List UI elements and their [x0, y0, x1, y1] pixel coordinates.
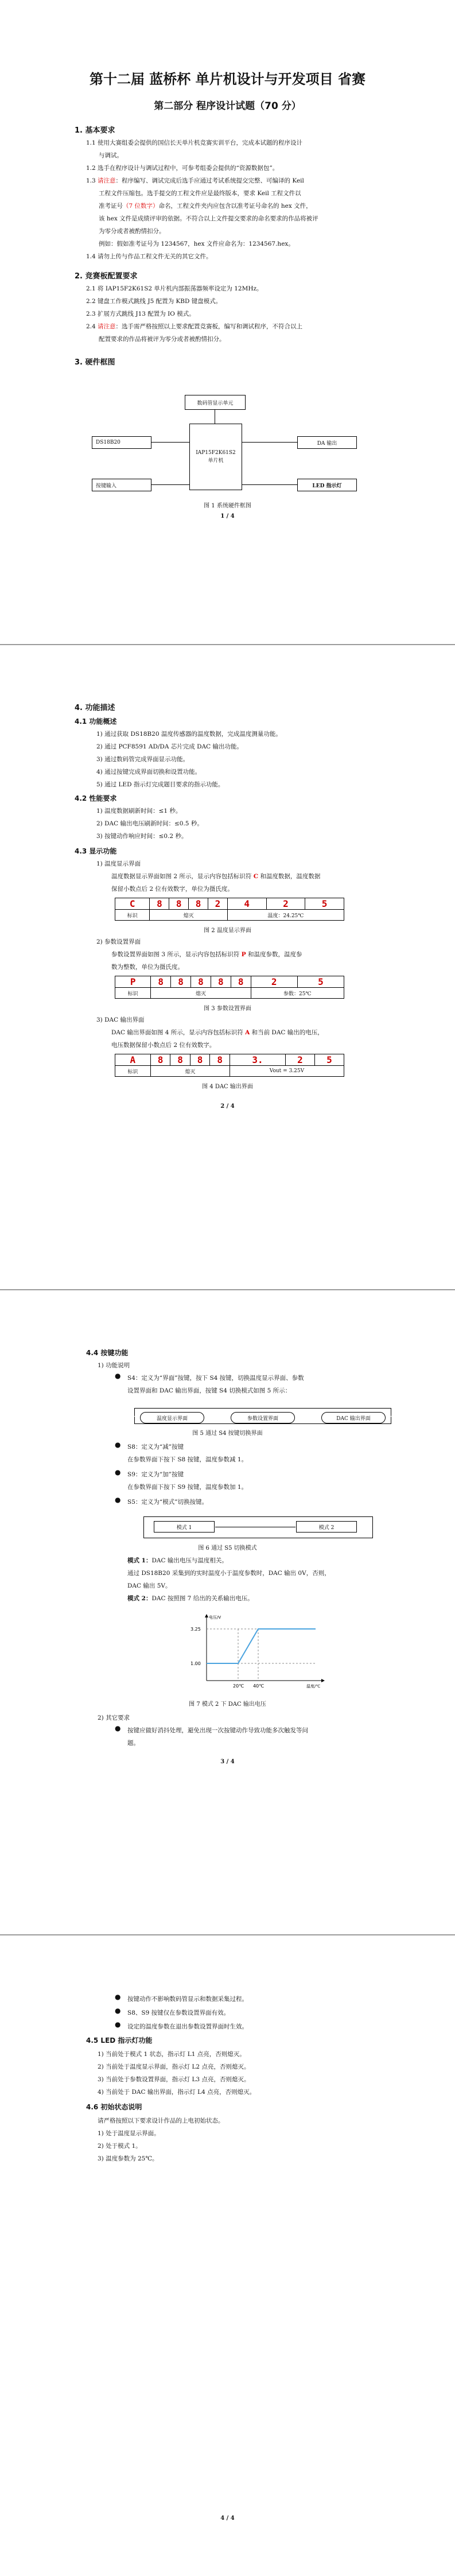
- digit: 8: [150, 1054, 170, 1066]
- connector: [134, 1417, 135, 1423]
- id-c: C: [253, 873, 259, 880]
- desc-line: S9：定义为“加”按键: [127, 1471, 184, 1478]
- desc-line: 电压数据保留小数点后 2 位有效数字。: [111, 1042, 216, 1049]
- mode-1-box: 模式 1: [154, 1521, 215, 1533]
- s1-line: 与调试。: [99, 152, 123, 159]
- y-tick-mid: 1.00: [190, 1661, 201, 1666]
- display-1-desc: [111, 870, 410, 895]
- other-req-heading: 2) 其它要求: [98, 1714, 130, 1721]
- digit-row: [115, 976, 344, 988]
- digit: C: [115, 898, 150, 910]
- display-3-heading: 3) DAC 输出界面: [96, 1017, 145, 1023]
- flow-temp-box: 温度显示界面: [140, 1412, 204, 1423]
- s41-line: 5) 通过 LED 指示灯完成题目要求的指示功能。: [96, 781, 224, 788]
- temp-display-table: [115, 898, 344, 921]
- s41-line: 4) 通过按键完成界面切换和设置功能。: [96, 769, 201, 775]
- digit: 2: [251, 976, 297, 988]
- page-number: 1 / 4: [220, 513, 235, 519]
- label-cell: 参数：25℃: [251, 988, 344, 999]
- section-3-title: 3. 硬件框图: [75, 358, 115, 367]
- connector: [241, 442, 297, 443]
- digit: 8: [169, 898, 189, 910]
- s42-line: 3) 按键动作响应时间：≤0.2 秒。: [96, 833, 188, 840]
- key-s5-desc: S5：定义为“模式”切换按键。: [127, 1499, 208, 1506]
- x-tick-2: 40℃: [253, 1683, 265, 1689]
- s1-line: 1.3 请注意：程序编写、调试完成后选手应通过考试系统提交完整、可编译的 Keil: [86, 177, 304, 184]
- s45-line: 3) 当前处于参数设置界面，指示灯 L3 点亮，否则熄灭。: [98, 2076, 250, 2083]
- page-1: [0, 0, 455, 644]
- bullet: ●: [115, 1993, 121, 2001]
- mode-2-box: 模式 2: [296, 1521, 357, 1533]
- s45-line: 2) 当前处于温度显示界面，指示灯 L2 点亮，否则熄灭。: [98, 2063, 250, 2070]
- other-bullet: S8、S9 按键仅在参数设置界面有效。: [127, 2009, 230, 2016]
- display-3-desc: [111, 1026, 410, 1052]
- desc-line: 参数设置界面如图 3 所示，显示内容包括标识符 P 和温度参数，温度参: [111, 951, 302, 958]
- s2-red-label: 请注意: [98, 323, 116, 330]
- x-tick-1: 20℃: [233, 1683, 244, 1689]
- label-cell: 标识: [115, 1066, 151, 1077]
- s45-line: 4) 当前处于 DAC 输出界面，指示灯 L4 点亮，否则熄灭。: [98, 2089, 256, 2096]
- section-1-title: 1. 基本要求: [75, 126, 115, 135]
- mode-1-desc: [127, 1554, 409, 1605]
- connector: [143, 1516, 373, 1517]
- section-4-4-title: 4.4 按键功能: [86, 1349, 129, 1357]
- other-bullet: 设定的温度参数在退出参数设置界面时生效。: [127, 2023, 248, 2030]
- desc-line: S8：定义为“减”按键: [127, 1444, 184, 1450]
- desc-line: [127, 1592, 409, 1605]
- s42-line: 1) 温度数据刷新时间：≤1 秒。: [96, 808, 182, 814]
- section-4-1-body: [96, 728, 406, 791]
- digit: 5: [297, 976, 344, 988]
- flow-param-box: 参数设置界面: [231, 1412, 295, 1423]
- da-output-box: DA 输出: [297, 436, 357, 449]
- desc-line: 设置界面和 DAC 输出界面，按键 S4 切换模式如图 5 所示：: [127, 1387, 291, 1394]
- s2-line: 2.3 扩展方式跳线 J13 配置为 IO 模式。: [86, 311, 195, 317]
- ds18b20-box: DS18B20: [92, 436, 151, 449]
- page-4: [0, 1935, 455, 2576]
- y-tick-top: 3.25: [190, 1627, 201, 1632]
- x-arrow: [321, 1679, 325, 1682]
- section-4-5-body: [98, 2048, 407, 2098]
- display-2-desc: [111, 948, 410, 973]
- desc-line: 按键应做好消抖处理，避免出现一次按键动作导致功能多次触发等问: [127, 1727, 308, 1734]
- connector: [372, 1516, 373, 1538]
- desc-line: 在参数界面下按下 S8 按键，温度参数减 1。: [127, 1456, 248, 1463]
- id-p: P: [241, 951, 246, 958]
- figure-5-caption: 图 5 通过 S4 按键切换界面: [192, 1430, 263, 1437]
- s1-line: 1.1 使用大赛组委会提供的国信长天单片机竞赛实训平台，完成本试题的程序设计: [86, 139, 303, 146]
- x-axis-label: 温度/℃: [306, 1684, 321, 1689]
- y-arrow: [205, 1614, 208, 1617]
- figure-4-caption: 图 4 DAC 输出界面: [202, 1084, 253, 1090]
- bullet: ●: [115, 1724, 121, 1732]
- digit: 8: [231, 976, 251, 988]
- digit-row: [115, 1054, 344, 1066]
- digit: 4: [227, 898, 266, 910]
- page-3: [0, 1290, 455, 1934]
- desc-line: 温度数据显示界面如图 2 所示，显示内容包括标识符 C 和温度数据，温度数据: [111, 873, 321, 880]
- page-number: 3 / 4: [220, 1759, 235, 1765]
- s2-line: 配置要求的作品将被评为零分或者被酌情扣分。: [99, 336, 225, 343]
- figure-6-caption: 图 6 通过 S5 切换模式: [198, 1545, 257, 1551]
- label-cell: 熄灭: [150, 1066, 230, 1077]
- section-4-3-title: 4.3 显示功能: [75, 847, 117, 855]
- s2-line: 2.1 将 IAP15F2K61S2 单片机内部振荡器频率设定为 12MHz。: [86, 285, 263, 292]
- key-s4-desc: [127, 1372, 409, 1397]
- connector: [150, 484, 190, 485]
- s46-line: 2) 处于模式 1。: [98, 2143, 142, 2150]
- digit: 2: [286, 1054, 315, 1066]
- voltage-line: [207, 1629, 316, 1663]
- s41-line: 2) 通过 PCF8591 AD/DA 芯片完成 DAC 输出功能。: [96, 743, 243, 750]
- section-1-body: [86, 137, 407, 263]
- digit: 3.: [230, 1054, 285, 1066]
- bullet: ●: [115, 1441, 121, 1449]
- desc-line: 保留小数点后 2 位有效数字，单位为摄氏度。: [111, 886, 234, 893]
- s41-line: 1) 通过获取 DS18B20 温度传感器的温度数据，完成温度测量功能。: [96, 731, 282, 738]
- connector: [134, 1408, 135, 1416]
- connector: [241, 484, 297, 485]
- bullet: ●: [115, 2007, 121, 2015]
- desc-line: DAC 输出界面如图 4 所示，显示内容包括标识符 A 和当前 DAC 输出的电压，: [111, 1029, 324, 1036]
- key-s9-desc: [127, 1468, 409, 1493]
- s2-line: 2.2 键盘工作模式跳线 J5 配置为 KBD 键盘模式。: [86, 298, 222, 305]
- label-row: [115, 988, 344, 999]
- connector: [150, 442, 190, 443]
- connector: [143, 1516, 144, 1538]
- digit: 5: [314, 1054, 344, 1066]
- bullet: ●: [115, 1372, 121, 1380]
- s46-line: 1) 处于温度显示界面。: [98, 2130, 160, 2137]
- s1-line: 1.2 选手在程序设计与调试过程中，可参考组委会提供的“资源数据包”。: [86, 165, 279, 172]
- digit-row: [115, 898, 344, 910]
- section-2-body: [86, 282, 407, 346]
- mode-2-label: 模式 2：: [127, 1595, 152, 1602]
- s2-line: 2.4 请注意：选手需严格按照以上要求配置竞赛板，编写和调试程序，不符合以上: [86, 323, 303, 330]
- key-input-box: 按键输入: [92, 479, 151, 491]
- section-2-title: 2. 竞赛板配置要求: [75, 272, 138, 281]
- mode-1-text: DAC 输出电压与温度相关。: [151, 1557, 228, 1564]
- section-4-2-title: 4.2 性能要求: [75, 794, 117, 802]
- display-1-heading: 1) 温度显示界面: [96, 860, 141, 867]
- s1-line: 准考证号（7 位数字）命名，工程文件夹内应包含以准考证号命名的 hex 文件，: [99, 203, 312, 210]
- label-cell: 熄灭: [151, 988, 251, 999]
- s46-line: 3) 温度参数为 25℃。: [98, 2155, 158, 2162]
- digit: 8: [190, 1054, 210, 1066]
- label-cell: 标识: [115, 988, 151, 999]
- dac-voltage-chart: [184, 1612, 333, 1698]
- bullet: ●: [115, 1468, 121, 1476]
- label-cell: 温度：24.25℃: [227, 910, 344, 921]
- digit: 8: [191, 976, 211, 988]
- label-cell: 熄灭: [150, 910, 227, 921]
- s1-line: 该 hex 文件是成绩评审的依据。不符合以上文件提交要求的命名要求的作品将被评: [99, 215, 318, 222]
- s1-red-label: 请注意: [98, 177, 116, 184]
- s46-intro: 请严格按照以下要求设计作品的上电初始状态。: [98, 2117, 224, 2124]
- s1-line: 为零分或者被酌情扣分。: [99, 228, 165, 235]
- figure-7-caption: 图 7 模式 2 下 DAC 输出电压: [189, 1701, 266, 1708]
- other-req-desc: [127, 1724, 409, 1749]
- desc-line: 通过 DS18B20 采集到的实时温度小于温度参数时，DAC 输出 0V，否则，: [127, 1570, 330, 1577]
- desc-line: 题。: [127, 1740, 139, 1747]
- label-cell: Vout = 3.25V: [230, 1066, 344, 1077]
- led-box: LED 指示灯: [297, 479, 357, 491]
- label-cell: 标识: [115, 910, 150, 921]
- param-display-table: [115, 976, 344, 999]
- desc-line: S4：定义为“界面”按键，按下 S4 按键，切换温度显示界面、参数: [127, 1375, 304, 1382]
- section-4-1-title: 4.1 功能概述: [75, 717, 117, 726]
- bullet: ●: [115, 1496, 121, 1504]
- bullet: ●: [115, 2020, 121, 2028]
- section-4-6-body: [98, 2115, 407, 2165]
- s1-line: 工程文件压缩包。选手提交的工程文件应是最终版本，要求 Keil 工程文件以: [99, 190, 301, 197]
- desc-line: 在参数界面下按下 S9 按键，温度参数加 1。: [127, 1484, 248, 1491]
- s41-line: 3) 通过数码管完成界面显示功能。: [96, 756, 189, 763]
- display-2-heading: 2) 参数设置界面: [96, 938, 141, 945]
- other-bullet: 按键动作不影响数码管显示和数据采集过程。: [127, 1996, 248, 2003]
- page-title: 第十二届 蓝桥杯 单片机设计与开发项目 省赛: [89, 71, 366, 87]
- desc-line: 数为整数，单位为摄氏度。: [111, 964, 184, 971]
- figure-1-caption: 图 1 系统硬件框图: [204, 503, 251, 509]
- section-4-title: 4. 功能描述: [75, 704, 115, 712]
- s42-line: 2) DAC 输出电压刷新时间：≤0.5 秒。: [96, 820, 203, 827]
- y-axis-label: 电压/V: [209, 1615, 221, 1620]
- connector: [134, 1423, 391, 1424]
- display-unit-box: 数码管显示单元: [185, 395, 246, 410]
- digit: 8: [171, 976, 191, 988]
- desc-line: [127, 1554, 409, 1567]
- key-s8-desc: [127, 1441, 409, 1466]
- digit: 8: [189, 898, 208, 910]
- dac-display-table: [115, 1054, 344, 1077]
- flow-dac-box: DAC 输出界面: [321, 1412, 386, 1423]
- digit: 8: [210, 1054, 230, 1066]
- digit: 5: [305, 898, 344, 910]
- section-4-2-body: [96, 805, 406, 843]
- page-subtitle: 第二部分 程序设计试题（70 分）: [154, 100, 301, 112]
- s1-red-id: （7 位数字）: [123, 203, 159, 210]
- connector: [134, 1408, 391, 1409]
- s45-line: 1) 当前处于模式 1 状态，指示灯 L1 点亮，否则熄灭。: [98, 2051, 246, 2058]
- key-func-heading: 1) 功能说明: [98, 1362, 130, 1369]
- page-number: 4 / 4: [220, 2515, 235, 2521]
- digit: A: [115, 1054, 151, 1066]
- digit: 8: [170, 1054, 190, 1066]
- mode-1-label: 模式 1：: [127, 1557, 152, 1564]
- label-row: [115, 1066, 344, 1077]
- section-4-5-title: 4.5 LED 指示灯功能: [86, 2036, 153, 2044]
- digit: 8: [151, 976, 171, 988]
- digit: 2: [266, 898, 305, 910]
- digit: 8: [150, 898, 169, 910]
- s1-line: 例如：假如准考证号为 1234567，hex 文件应命名为：1234567.hex。: [99, 240, 294, 247]
- digit: 2: [208, 898, 228, 910]
- desc-line: DAC 输出 5V。: [127, 1582, 172, 1589]
- digit: P: [115, 976, 151, 988]
- mcu-box: IAP15F2K61S2 单片机: [189, 424, 242, 490]
- id-a: A: [245, 1029, 250, 1036]
- s1-line: 1.4 请勿上传与作品工程文件无关的其它文件。: [86, 253, 212, 260]
- figure-3-caption: 图 3 参数设置界面: [204, 1006, 251, 1012]
- label-row: [115, 910, 344, 921]
- section-4-6-title: 4.6 初始状态说明: [86, 2103, 142, 2111]
- page-2: [0, 645, 455, 1289]
- digit: 8: [211, 976, 231, 988]
- mode-2-text: DAC 按照图 7 给出的关系输出电压。: [151, 1595, 254, 1602]
- figure-2-caption: 图 2 温度显示界面: [204, 928, 251, 934]
- page-number: 2 / 4: [220, 1103, 235, 1109]
